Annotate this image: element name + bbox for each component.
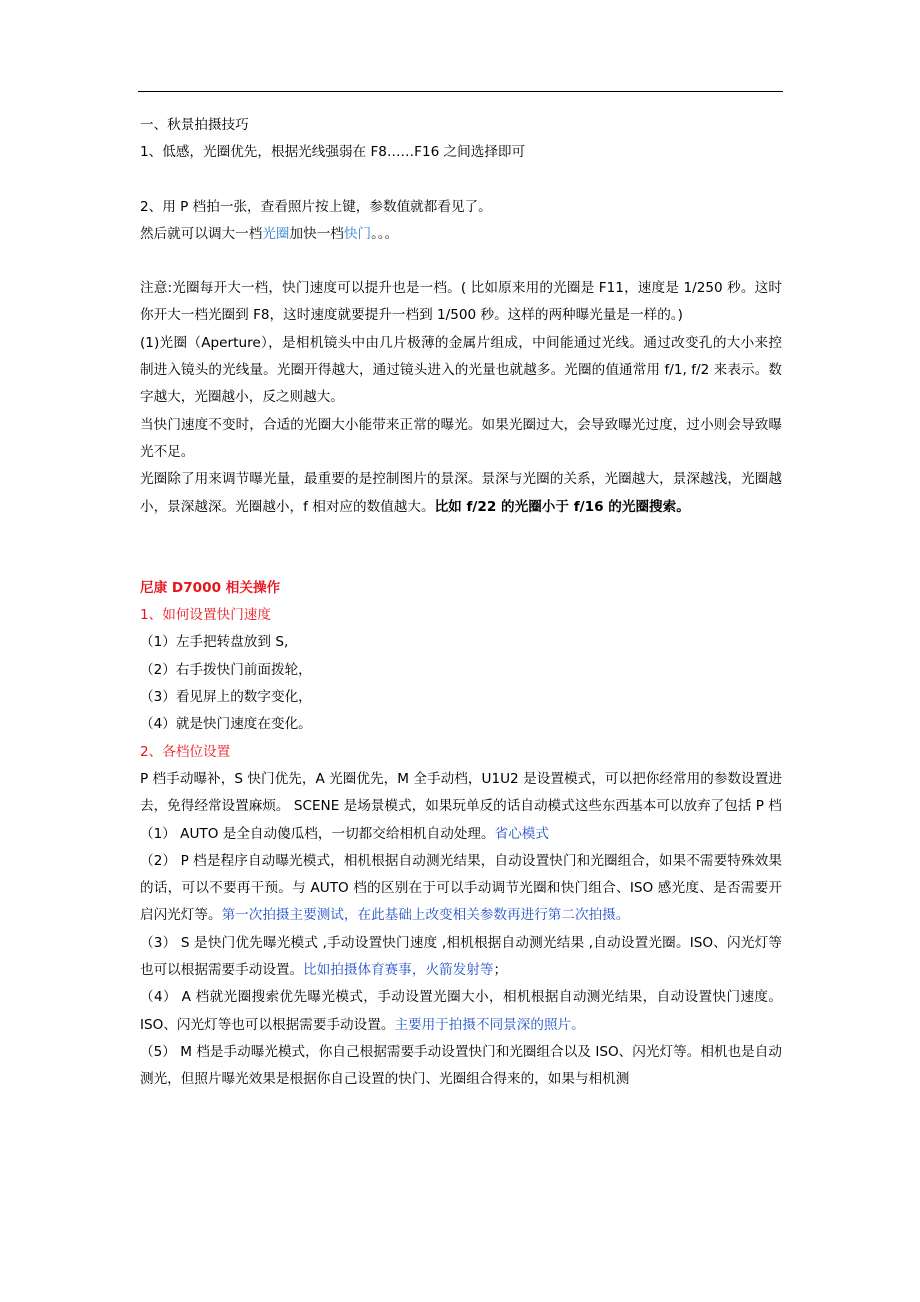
step-item: （3）看见屏上的数字变化， [140,689,312,706]
aperture-dof-emphasis: 比如 f/22 的光圈小于 f/16 的光圈搜索。 [434,498,690,515]
modes-intro: P 档手动曝补，S 快门优先，A 光圈优先，M 全手动档，U1U2 是设置模式，可以把你经常用的参数设置进去，免得经常设置麻烦。 SCENE 是场景模式，如果玩单反的话自动模式这些东西基本可以放弃了包括 P 档 [140,770,782,815]
subheading-modes: 2、各档位设置 [140,743,231,760]
document-body [140,112,782,1094]
mode-p-note: 第一次拍摄主要测试，在此基础上改变相关参数再进行第二次拍摄。 [221,907,630,924]
aperture-definition: (1)光圈（Aperture），是相机镜头中由几片极薄的金属片组成，中间能通过光线。通过改变孔的大小来控制进入镜头的光线量。光圈开得越大，通过镜头进入的光量也就越多。光圈的值通常用 f/1, f/2 来表示。数字越大，光圈越小，反之则越大。 [140,334,782,406]
aperture-exposure-paragraph: 当快门速度不变时，合适的光圈大小能带来正常的曝光。如果光圈过大，会导致曝光过度，过小则会导致曝光不足。 [140,416,782,460]
shutter-link[interactable]: 快门 [343,225,372,242]
step-item: （1）左手把转盘放到 S, [140,634,289,651]
mode-s: （3） S 是快门优先曝光模式 ,手动设置快门速度 ,相机根据自动测光结果 ,自动设置光圈。ISO、闪光灯等也可以根据需要手动设置。比如拍摄体育赛事，火箭发射等； [140,934,782,979]
mode-auto: （1） AUTO 是全自动傻瓜档，一切都交给相机自动处理。省心模式 [140,825,549,842]
step-item: （4）就是快门速度在变化。 [140,716,312,733]
tip-item-1: 1、低感，光圈优先，根据光线强弱在 F8……F16 之间选择即可 [140,144,526,161]
section-heading-autumn: 一、秋景拍摄技巧 [140,117,249,133]
note-paragraph: 注意:光圈每开大一档，快门速度可以提升也是一档。( 比如原来用的光圈是 F11，速度是 1/250 秒。这时你开大一档光圈到 F8，这时速度就要提升一档到 1/500 秒。这样的两种曝光量是一样的。) [140,280,782,324]
mode-auto-note: 省心模式 [494,825,549,842]
aperture-link[interactable]: 光圈 [262,225,290,242]
tip-item-2: 2、用 P 档拍一张，查看照片按上键，参数值就都看见了。 [140,198,492,215]
mode-s-note: 比如拍摄体育赛事，火箭发射等 [303,962,494,979]
mode-p: （2） P 档是程序自动曝光模式，相机根据自动测光结果，自动设置快门和光圈组合，如果不需要特殊效果的话，可以不要再干预。与 AUTO 档的区别在于可以手动调节光圈和快门组合、ISO 感光度、是否需要开启闪光灯等。第一次拍摄主要测试，在此基础上改变相关参数再进行第二次拍摄。 [140,852,782,924]
aperture-dof-paragraph: 光圈除了用来调节曝光量，最重要的是控制图片的景深。景深与光圈的关系，光圈越大，景深越浅，光圈越小，景深越深。光圈越小，f 相对应的数值越大。比如 f/22 的光圈小于 f/16 的光圈搜索。 [140,471,782,515]
tip-item-2-continued: 然后就可以调大一档光圈加快一档快门。。。 [140,225,399,242]
section-heading-nikon: 尼康 D7000 相关操作 [140,579,281,596]
mode-a: （4） A 档就光圈搜索优先曝光模式，手动设置光圈大小，相机根据自动测光结果，自动设置快门速度。ISO、闪光灯等也可以根据需要手动设置。主要用于拍摄不同景深的照片。 [140,989,782,1033]
mode-m: （5） M 档是手动曝光模式，你自己根据需要手动设置快门和光圈组合以及 ISO、闪光灯等。相机也是自动测光，但照片曝光效果是根据你自己设置的快门、光圈组合得来的，如果与相机测 [140,1043,782,1088]
header-rule [138,91,783,92]
step-item: （2）右手拨快门前面拨轮， [140,661,312,678]
mode-a-note: 主要用于拍摄不同景深的照片。 [394,1016,585,1033]
subheading-shutter-speed: 1、如何设置快门速度 [140,607,271,624]
